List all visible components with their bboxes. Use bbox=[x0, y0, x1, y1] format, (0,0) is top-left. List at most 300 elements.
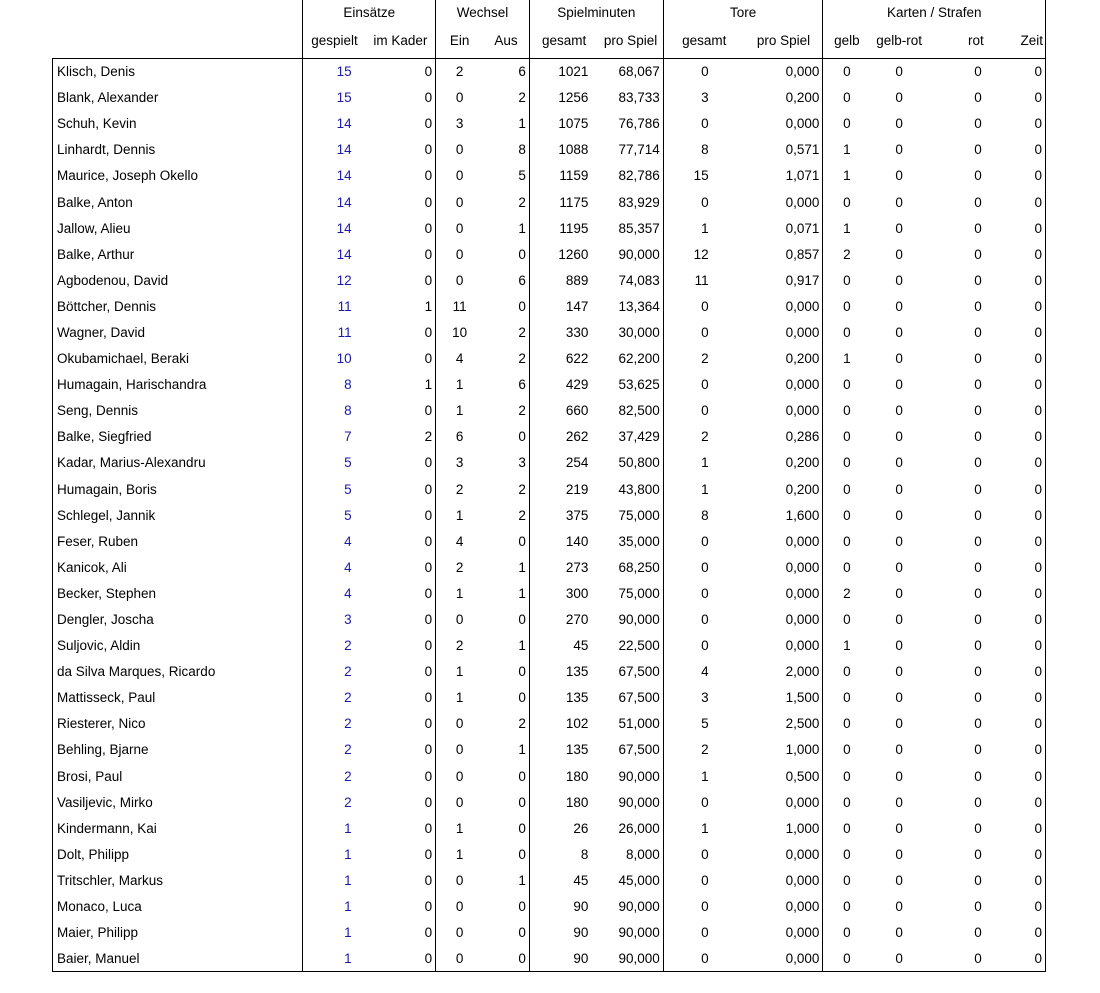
cell-tore-pro-spiel: 0,200 bbox=[745, 476, 823, 502]
cell-zeit: 0 bbox=[990, 554, 1046, 580]
cell-ein: 1 bbox=[455, 585, 464, 601]
cell-ein: 0 bbox=[455, 220, 464, 236]
cell-aus: 0 bbox=[483, 424, 529, 450]
cell-ein: 1 bbox=[455, 377, 464, 393]
cell-zeit: 0 bbox=[990, 633, 1046, 659]
cell-zeit: 0 bbox=[990, 763, 1046, 789]
cell-minuten-pro-spiel: 90,000 bbox=[598, 946, 663, 972]
cell-aus: 3 bbox=[483, 450, 529, 476]
cell-gelb: 0 bbox=[843, 324, 851, 340]
cell-gelb-rot: 0 bbox=[895, 168, 903, 184]
cell-minuten-gesamt: 45 bbox=[573, 638, 589, 654]
cell-tore-pro-spiel: 0,000 bbox=[745, 528, 823, 554]
cell-minuten-pro-spiel: 68,067 bbox=[598, 59, 663, 85]
player-name: Linhardt, Dennis bbox=[53, 137, 303, 163]
cell-minuten-gesamt: 330 bbox=[565, 324, 589, 340]
cell-tore-gesamt: 0 bbox=[701, 872, 709, 888]
cell-gelb-rot: 0 bbox=[895, 742, 903, 758]
cell-tore-pro-spiel: 0,000 bbox=[745, 946, 823, 972]
cell-gelb: 2 bbox=[843, 246, 851, 262]
player-name: Monaco, Luca bbox=[53, 894, 303, 920]
cell-zeit: 0 bbox=[990, 372, 1046, 398]
cell-rot: 0 bbox=[974, 90, 982, 106]
cell-gelb: 1 bbox=[843, 220, 851, 236]
cell-gespielt: 3 bbox=[344, 612, 352, 628]
cell-gelb: 1 bbox=[843, 638, 851, 654]
cell-im-kader: 1 bbox=[366, 293, 436, 319]
cell-minuten-gesamt: 26 bbox=[573, 820, 589, 836]
cell-aus: 0 bbox=[483, 659, 529, 685]
cell-gelb-rot: 0 bbox=[895, 716, 903, 732]
cell-zeit: 0 bbox=[990, 111, 1046, 137]
table-row bbox=[53, 450, 1046, 476]
cell-tore-gesamt: 4 bbox=[701, 664, 709, 680]
player-name: Maurice, Joseph Okello bbox=[53, 163, 303, 189]
cell-aus: 2 bbox=[483, 85, 529, 111]
cell-im-kader: 2 bbox=[366, 424, 436, 450]
cell-tore-gesamt: 0 bbox=[701, 559, 709, 575]
cell-minuten-pro-spiel: 90,000 bbox=[598, 763, 663, 789]
cell-rot: 0 bbox=[974, 403, 982, 419]
cell-gespielt: 1 bbox=[344, 872, 352, 888]
cell-tore-gesamt: 8 bbox=[701, 507, 709, 523]
cell-tore-gesamt: 1 bbox=[701, 768, 709, 784]
cell-gelb: 2 bbox=[843, 585, 851, 601]
cell-minuten-gesamt: 90 bbox=[573, 899, 589, 915]
table-row bbox=[53, 554, 1046, 580]
cell-tore-gesamt: 0 bbox=[701, 324, 709, 340]
player-name: Becker, Stephen bbox=[53, 580, 303, 606]
cell-gelb-rot: 0 bbox=[870, 59, 928, 85]
cell-minuten-pro-spiel: 82,500 bbox=[598, 398, 663, 424]
cell-aus: 2 bbox=[483, 476, 529, 502]
cell-gelb: 0 bbox=[843, 403, 851, 419]
cell-tore-gesamt: 0 bbox=[701, 377, 709, 393]
cell-tore-pro-spiel: 0,286 bbox=[745, 424, 823, 450]
cell-rot: 0 bbox=[974, 377, 982, 393]
cell-gespielt: 12 bbox=[336, 272, 352, 288]
header-group-karten: Karten / Strafen bbox=[823, 0, 1046, 24]
cell-minuten-gesamt: 45 bbox=[573, 872, 589, 888]
player-name: Humagain, Boris bbox=[53, 476, 303, 502]
cell-zeit: 0 bbox=[990, 85, 1046, 111]
table-row bbox=[53, 763, 1046, 789]
cell-ein: 2 bbox=[455, 481, 464, 497]
cell-gespielt: 2 bbox=[344, 716, 352, 732]
cell-gelb: 0 bbox=[843, 794, 851, 810]
cell-rot: 0 bbox=[974, 298, 982, 314]
cell-tore-pro-spiel: 2,500 bbox=[745, 711, 823, 737]
cell-rot: 0 bbox=[974, 820, 982, 836]
cell-gelb: 0 bbox=[843, 116, 851, 132]
cell-tore-pro-spiel: 0,000 bbox=[745, 867, 823, 893]
cell-gelb: 0 bbox=[843, 690, 851, 706]
cell-ein: 0 bbox=[455, 768, 464, 784]
cell-tore-gesamt: 1 bbox=[701, 481, 709, 497]
cell-tore-pro-spiel: 0,000 bbox=[745, 398, 823, 424]
cell-aus: 2 bbox=[483, 398, 529, 424]
player-name: Kadar, Marius-Alexandru bbox=[53, 450, 303, 476]
table-row bbox=[53, 189, 1046, 215]
cell-gelb: 0 bbox=[843, 90, 851, 106]
cell-minuten-gesamt: 90 bbox=[529, 946, 598, 972]
cell-minuten-gesamt: 135 bbox=[565, 664, 589, 680]
cell-minuten-gesamt: 102 bbox=[565, 716, 589, 732]
table-row bbox=[53, 789, 1046, 815]
cell-im-kader: 0 bbox=[366, 841, 436, 867]
player-name: Balke, Siegfried bbox=[53, 424, 303, 450]
cell-gelb: 0 bbox=[843, 899, 851, 915]
cell-aus: 0 bbox=[483, 841, 529, 867]
cell-ein: 1 bbox=[455, 690, 464, 706]
cell-gelb-rot: 0 bbox=[895, 429, 903, 445]
cell-zeit: 0 bbox=[990, 241, 1046, 267]
cell-tore-gesamt: 15 bbox=[693, 168, 709, 184]
table-row bbox=[53, 711, 1046, 737]
cell-gespielt: 5 bbox=[344, 481, 352, 497]
cell-gelb-rot: 0 bbox=[895, 638, 903, 654]
cell-rot: 0 bbox=[974, 116, 982, 132]
cell-zeit: 0 bbox=[990, 293, 1046, 319]
player-name: Agbodenou, David bbox=[53, 267, 303, 293]
cell-rot: 0 bbox=[974, 585, 982, 601]
cell-aus: 0 bbox=[483, 789, 529, 815]
cell-tore-gesamt: 0 bbox=[701, 585, 709, 601]
cell-minuten-gesamt: 1075 bbox=[558, 116, 589, 132]
cell-tore-gesamt: 0 bbox=[701, 533, 709, 549]
cell-tore-gesamt: 0 bbox=[701, 925, 709, 941]
cell-im-kader: 0 bbox=[366, 398, 436, 424]
header-group-tore: Tore bbox=[663, 0, 823, 24]
table-row bbox=[53, 737, 1046, 763]
cell-aus: 0 bbox=[483, 685, 529, 711]
cell-gelb: 0 bbox=[843, 846, 851, 862]
cell-zeit: 0 bbox=[990, 606, 1046, 632]
player-name: Böttcher, Dennis bbox=[53, 293, 303, 319]
cell-gelb-rot: 0 bbox=[895, 664, 903, 680]
cell-tore-pro-spiel: 0,200 bbox=[745, 450, 823, 476]
header-group-wechsel: Wechsel bbox=[436, 0, 530, 24]
cell-gespielt: 2 bbox=[344, 742, 352, 758]
cell-aus: 0 bbox=[483, 920, 529, 946]
cell-gespielt: 4 bbox=[344, 559, 352, 575]
header-gespielt: gespielt bbox=[303, 24, 366, 59]
cell-rot: 0 bbox=[974, 455, 982, 471]
table-row bbox=[53, 920, 1046, 946]
cell-rot: 0 bbox=[974, 925, 982, 941]
cell-aus: 6 bbox=[483, 59, 529, 85]
cell-im-kader: 0 bbox=[366, 920, 436, 946]
cell-zeit: 0 bbox=[990, 946, 1046, 972]
header-minuten-pro-spiel: pro Spiel bbox=[598, 24, 663, 59]
player-name: Blank, Alexander bbox=[53, 85, 303, 111]
cell-gespielt: 14 bbox=[336, 246, 352, 262]
cell-im-kader: 0 bbox=[366, 215, 436, 241]
table-row bbox=[53, 815, 1046, 841]
cell-ein: 0 bbox=[455, 246, 464, 262]
cell-tore-pro-spiel: 0,857 bbox=[745, 241, 823, 267]
player-name: Behling, Bjarne bbox=[53, 737, 303, 763]
cell-minuten-pro-spiel: 77,714 bbox=[598, 137, 663, 163]
player-name: Jallow, Alieu bbox=[53, 215, 303, 241]
table-row bbox=[53, 528, 1046, 554]
table-row bbox=[53, 685, 1046, 711]
cell-ein: 0 bbox=[455, 872, 464, 888]
table-row bbox=[53, 346, 1046, 372]
player-name: Dengler, Joscha bbox=[53, 606, 303, 632]
cell-ein: 0 bbox=[455, 899, 464, 915]
cell-tore-pro-spiel: 0,000 bbox=[745, 111, 823, 137]
cell-gelb: 0 bbox=[843, 298, 851, 314]
cell-minuten-pro-spiel: 90,000 bbox=[598, 241, 663, 267]
cell-zeit: 0 bbox=[990, 841, 1046, 867]
cell-minuten-gesamt: 1195 bbox=[559, 220, 589, 236]
cell-tore-gesamt: 3 bbox=[701, 90, 709, 106]
header-im-kader: im Kader bbox=[366, 24, 436, 59]
cell-tore-gesamt: 5 bbox=[701, 716, 709, 732]
table-row bbox=[53, 85, 1046, 111]
header-empty bbox=[53, 0, 303, 24]
cell-tore-pro-spiel: 1,071 bbox=[745, 163, 823, 189]
cell-gelb: 1 bbox=[843, 351, 851, 367]
cell-ein: 0 bbox=[455, 742, 464, 758]
cell-rot: 0 bbox=[974, 272, 982, 288]
cell-zeit: 0 bbox=[990, 398, 1046, 424]
cell-tore-gesamt: 0 bbox=[701, 612, 709, 628]
cell-im-kader: 0 bbox=[366, 502, 436, 528]
table-row bbox=[53, 476, 1046, 502]
cell-aus: 5 bbox=[483, 163, 529, 189]
cell-aus: 6 bbox=[483, 267, 529, 293]
cell-tore-pro-spiel: 0,000 bbox=[745, 894, 823, 920]
cell-zeit: 0 bbox=[990, 711, 1046, 737]
cell-gelb: 0 bbox=[843, 716, 851, 732]
cell-minuten-pro-spiel: 85,357 bbox=[598, 215, 663, 241]
table-row bbox=[53, 633, 1046, 659]
cell-minuten-gesamt: 300 bbox=[565, 585, 589, 601]
cell-minuten-pro-spiel: 45,000 bbox=[598, 867, 663, 893]
cell-zeit: 0 bbox=[990, 319, 1046, 345]
cell-zeit: 0 bbox=[990, 789, 1046, 815]
header-ein: Ein bbox=[449, 32, 470, 48]
cell-ein: 4 bbox=[455, 351, 464, 367]
cell-minuten-gesamt: 180 bbox=[565, 768, 589, 784]
cell-rot: 0 bbox=[974, 716, 982, 732]
cell-minuten-pro-spiel: 83,929 bbox=[598, 189, 663, 215]
cell-aus: 0 bbox=[483, 606, 529, 632]
cell-minuten-gesamt: 622 bbox=[565, 351, 589, 367]
cell-zeit: 0 bbox=[990, 267, 1046, 293]
cell-im-kader: 0 bbox=[366, 606, 436, 632]
cell-ein: 3 bbox=[455, 455, 464, 471]
cell-zeit: 0 bbox=[990, 59, 1046, 85]
cell-aus: 1 bbox=[483, 215, 529, 241]
cell-gelb: 0 bbox=[843, 272, 851, 288]
cell-ein: 0 bbox=[455, 142, 464, 158]
cell-tore-pro-spiel: 0,000 bbox=[745, 633, 823, 659]
cell-minuten-gesamt: 8 bbox=[580, 846, 589, 862]
cell-rot: 0 bbox=[974, 351, 982, 367]
header-tore-pro-spiel: pro Spiel bbox=[745, 24, 823, 59]
table-row bbox=[53, 319, 1046, 345]
cell-minuten-gesamt: 135 bbox=[565, 690, 589, 706]
cell-tore-gesamt: 0 bbox=[701, 638, 709, 654]
cell-ein: 11 bbox=[452, 298, 467, 314]
cell-im-kader: 0 bbox=[366, 137, 436, 163]
cell-gespielt: 4 bbox=[344, 585, 352, 601]
cell-gespielt: 1 bbox=[344, 925, 352, 941]
cell-gelb: 0 bbox=[843, 455, 851, 471]
cell-ein: 0 bbox=[455, 716, 464, 732]
cell-im-kader: 0 bbox=[366, 894, 436, 920]
cell-gespielt: 4 bbox=[344, 533, 352, 549]
cell-gelb: 0 bbox=[843, 820, 851, 836]
player-name: Balke, Anton bbox=[53, 189, 303, 215]
player-name: Maier, Philipp bbox=[53, 920, 303, 946]
cell-im-kader: 0 bbox=[366, 85, 436, 111]
table-row bbox=[53, 137, 1046, 163]
cell-aus: 0 bbox=[483, 894, 529, 920]
cell-ein: 1 bbox=[455, 403, 464, 419]
cell-tore-gesamt: 1 bbox=[701, 820, 709, 836]
cell-aus: 1 bbox=[483, 111, 529, 137]
cell-rot: 0 bbox=[974, 846, 982, 862]
cell-aus: 2 bbox=[483, 319, 529, 345]
cell-tore-pro-spiel: 1,600 bbox=[745, 502, 823, 528]
cell-minuten-gesamt: 1159 bbox=[559, 168, 589, 184]
cell-im-kader: 0 bbox=[366, 789, 436, 815]
cell-tore-gesamt: 1 bbox=[701, 455, 709, 471]
cell-ein: 3 bbox=[455, 116, 464, 132]
cell-minuten-gesamt: 1260 bbox=[558, 246, 589, 262]
header-gelb: gelb bbox=[834, 32, 860, 48]
cell-rot: 0 bbox=[974, 142, 982, 158]
player-name: Balke, Arthur bbox=[53, 241, 303, 267]
cell-rot: 0 bbox=[974, 794, 982, 810]
cell-zeit: 0 bbox=[990, 137, 1046, 163]
cell-tore-pro-spiel: 1,000 bbox=[745, 815, 823, 841]
cell-gelb-rot: 0 bbox=[895, 194, 903, 210]
table-row bbox=[53, 293, 1046, 319]
cell-gespielt: 8 bbox=[344, 403, 352, 419]
cell-tore-pro-spiel: 0,571 bbox=[745, 137, 823, 163]
cell-aus: 0 bbox=[483, 241, 529, 267]
cell-zeit: 0 bbox=[990, 163, 1046, 189]
cell-ein: 0 bbox=[455, 794, 464, 810]
cell-im-kader: 0 bbox=[366, 685, 436, 711]
cell-tore-gesamt: 1 bbox=[701, 220, 709, 236]
cell-ein: 2 bbox=[436, 59, 483, 85]
cell-gespielt: 14 bbox=[336, 168, 352, 184]
header-group-einsaetze: Einsätze bbox=[303, 0, 436, 24]
cell-ein: 1 bbox=[455, 846, 464, 862]
cell-tore-gesamt: 2 bbox=[701, 351, 709, 367]
cell-minuten-pro-spiel: 67,500 bbox=[598, 659, 663, 685]
cell-minuten-gesamt: 375 bbox=[565, 507, 589, 523]
header-rot: rot bbox=[968, 32, 984, 48]
player-name: Brosi, Paul bbox=[53, 763, 303, 789]
cell-gelb: 0 bbox=[843, 872, 851, 888]
table-row bbox=[53, 59, 1046, 85]
cell-tore-pro-spiel: 0,000 bbox=[745, 372, 823, 398]
header-zeit: Zeit bbox=[990, 24, 1046, 59]
cell-gelb: 0 bbox=[843, 507, 851, 523]
cell-im-kader: 0 bbox=[366, 346, 436, 372]
cell-aus: 0 bbox=[483, 528, 529, 554]
cell-minuten-pro-spiel: 76,786 bbox=[598, 111, 663, 137]
cell-gelb: 0 bbox=[843, 559, 851, 575]
cell-tore-gesamt: 0 bbox=[701, 794, 709, 810]
cell-tore-gesamt: 12 bbox=[693, 246, 709, 262]
cell-gelb-rot: 0 bbox=[895, 142, 903, 158]
cell-tore-pro-spiel: 0,000 bbox=[745, 59, 823, 85]
table-row bbox=[53, 606, 1046, 632]
cell-zeit: 0 bbox=[990, 894, 1046, 920]
cell-minuten-pro-spiel: 35,000 bbox=[598, 528, 663, 554]
cell-gespielt: 11 bbox=[337, 324, 352, 340]
cell-minuten-pro-spiel: 37,429 bbox=[598, 424, 663, 450]
cell-zeit: 0 bbox=[990, 215, 1046, 241]
player-name: Baier, Manuel bbox=[53, 946, 303, 972]
cell-minuten-gesamt: 219 bbox=[565, 481, 589, 497]
cell-gelb-rot: 0 bbox=[895, 559, 903, 575]
cell-gespielt: 5 bbox=[344, 507, 352, 523]
cell-zeit: 0 bbox=[990, 920, 1046, 946]
table-row bbox=[53, 867, 1046, 893]
cell-tore-gesamt: 3 bbox=[701, 690, 709, 706]
cell-minuten-gesamt: 889 bbox=[565, 272, 589, 288]
cell-minuten-pro-spiel: 67,500 bbox=[598, 685, 663, 711]
cell-tore-gesamt: 0 bbox=[701, 846, 709, 862]
cell-tore-pro-spiel: 0,000 bbox=[745, 580, 823, 606]
cell-im-kader: 0 bbox=[366, 476, 436, 502]
cell-rot: 0 bbox=[974, 768, 982, 784]
cell-ein: 4 bbox=[455, 533, 464, 549]
cell-zeit: 0 bbox=[990, 346, 1046, 372]
header-tore-gesamt: gesamt bbox=[682, 32, 727, 48]
cell-tore-pro-spiel: 0,000 bbox=[745, 293, 823, 319]
cell-ein: 1 bbox=[455, 664, 464, 680]
cell-gelb-rot: 0 bbox=[895, 794, 903, 810]
cell-minuten-pro-spiel: 75,000 bbox=[598, 580, 663, 606]
cell-im-kader: 0 bbox=[366, 554, 436, 580]
cell-im-kader: 0 bbox=[366, 633, 436, 659]
cell-gespielt: 15 bbox=[303, 59, 366, 85]
cell-minuten-pro-spiel: 90,000 bbox=[598, 789, 663, 815]
cell-minuten-gesamt: 1256 bbox=[558, 90, 589, 106]
cell-minuten-pro-spiel: 90,000 bbox=[598, 894, 663, 920]
cell-im-kader: 0 bbox=[366, 867, 436, 893]
cell-im-kader: 0 bbox=[366, 319, 436, 345]
header-empty bbox=[53, 24, 303, 59]
cell-gelb-rot: 0 bbox=[895, 872, 903, 888]
cell-zeit: 0 bbox=[990, 476, 1046, 502]
cell-minuten-pro-spiel: 8,000 bbox=[598, 841, 663, 867]
player-name: Schuh, Kevin bbox=[53, 111, 303, 137]
cell-im-kader: 0 bbox=[366, 59, 436, 85]
cell-minuten-gesamt: 1088 bbox=[558, 142, 589, 158]
cell-rot: 0 bbox=[974, 507, 982, 523]
cell-gelb: 0 bbox=[843, 194, 851, 210]
cell-im-kader: 0 bbox=[366, 737, 436, 763]
cell-ein: 0 bbox=[455, 612, 464, 628]
cell-aus: 0 bbox=[483, 946, 529, 972]
cell-rot: 0 bbox=[974, 533, 982, 549]
cell-minuten-gesamt: 270 bbox=[565, 612, 589, 628]
cell-aus: 6 bbox=[483, 372, 529, 398]
cell-rot: 0 bbox=[974, 194, 982, 210]
cell-gespielt: 1 bbox=[344, 899, 352, 915]
